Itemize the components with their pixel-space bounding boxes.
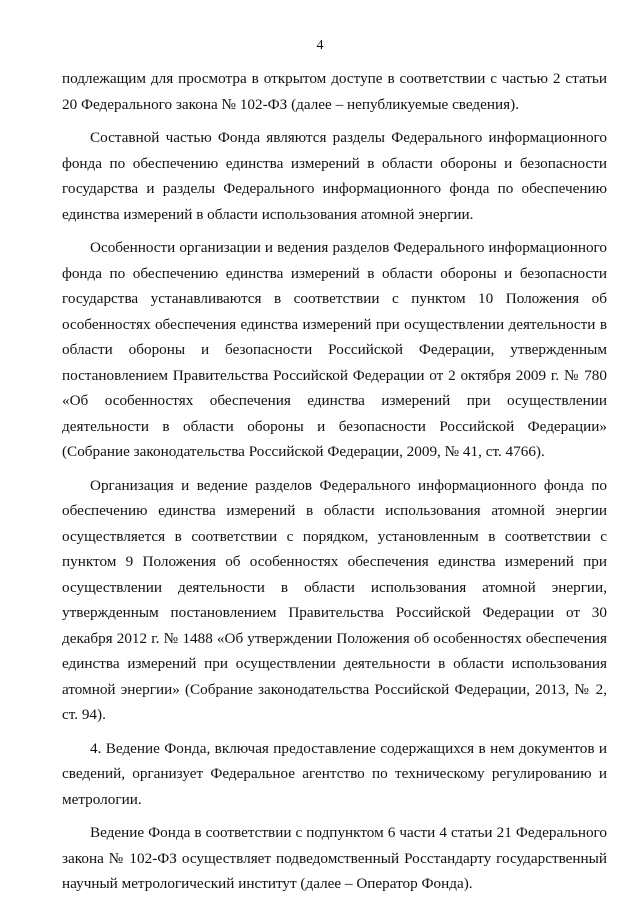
paragraph-defense-sections: Особенности организации и ведения разделов Федерального информационного фонда по обеспечению единства измерений в области обороны и безопасности государства устанавливаются в соответствии с пунктом 10 Положения об особенностях обеспечения единства измерений при осуществлении деятельности в области обороны и безопасности Российской Федерации, утвержденным постановлением Правительства Российской Федерации от 2 октября 2009 г. № 780 «Об особенностях обеспечения единства измерений при осуществлении деятельности в области обороны и безопасности Российской Федерации» (Собрание законодательства Российской Федерации, 2009, № 41, ст. 4766). (62, 239, 607, 460)
paragraph-continuation: подлежащим для просмотра в открытом доступе в соответствии с частью 2 статьи 20 Федерального закона № 102-ФЗ (далее – непубликуемые сведения). (62, 70, 607, 113)
paragraph-item-4: 4. Ведение Фонда, включая предоставление содержащихся в нем документов и сведений, организует Федеральное агентство по техническому регулированию и метрологии. (62, 739, 607, 808)
document-body (62, 66, 607, 898)
paragraph-fund-operator: Ведение Фонда в соответствии с подпунктом 6 части 4 статьи 21 Федерального закона № 102-ФЗ осуществляет подведомственный Росстандарту государственный научный метрологический институт (далее – Оператор Фонда). (62, 824, 607, 892)
paragraph-fund-components: Составной частью Фонда являются разделы Федерального информационного фонда по обеспечению единства измерений в области обороны и безопасности государства и разделы Федерального информационного фонда по обеспечению единства измерений в области использования атомной энергии. (62, 129, 607, 223)
page-number: 4 (316, 38, 324, 53)
paragraph-atomic-sections: Организация и ведение разделов Федерального информационного фонда по обеспечению единства измерений в области использования атомной энергии осуществляется в соответствии с порядком, установленным в соответствии с пунктом 9 Положения об особенностях обеспечения единства измерений при осуществлении деятельности в области использования атомной энергии, утвержденным постановлением Правительства Российской Федерации от 30 декабря 2012 г. № 1488 «Об утверждении Положения об особенностях обеспечения единства измерений при осуществлении деятельности в области использования атомной энергии» (Собрание законодательства Российской Федерации, 2013, № 2, ст. 94). (62, 476, 607, 723)
